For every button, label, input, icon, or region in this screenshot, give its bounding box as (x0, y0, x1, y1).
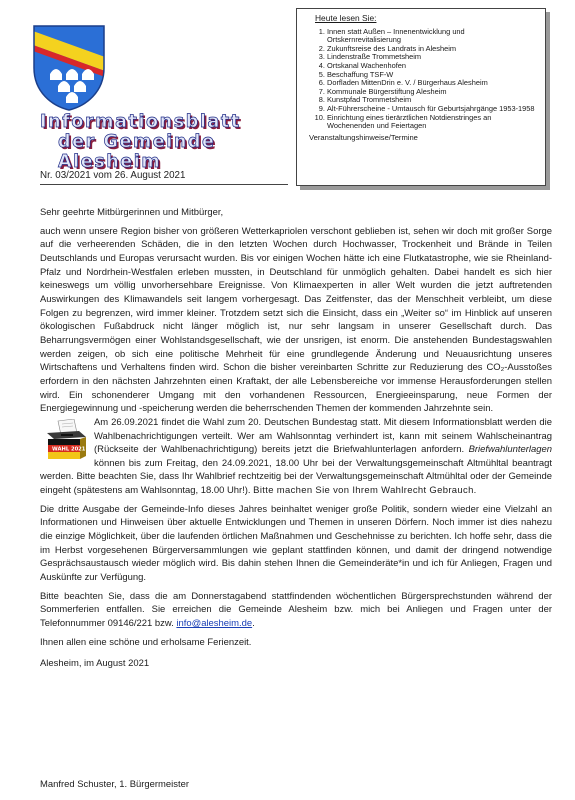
toc-item: 1. Innen statt Außen – Innenentwicklung und Ortskernrevitalisierung (327, 28, 537, 45)
closing-wish: Ihnen allen eine schöne und erholsame Ferienzeit. (40, 636, 252, 648)
masthead-title-line2: der Gemeinde Alesheim (58, 132, 216, 172)
paragraph-climate: auch wenn unsere Region bisher von größeren Wetterkapriolen verschont geblieben ist, sehen wir doch mit großer Sorge auf die verheerenden Schäden, die in den letzten Wochen durch Hochwasser, Trockenheit und Brände in Teilen Deutschlands und Europas verursacht wurden. Bis vor einigen Wochen hätte ich eine Flutkatastrophe, wie sie Rheinland-Pfalz und Nordrhein-Westfalen erleben mussten, in Deutschland für unmöglich gehalten. Dabei handelt es sich hier keineswegs um völlig unvorhersehbare Ereignisse. Von Klimaexperten in aller Welt wurden die jetzt auftretenden Auswirkungen des Klimawandels seit langem vorhergesagt. Das Zeitfenster, das der Menschheit verbleibt, um diese Folgen zu begrenzen, wird immer kleiner. Trotzdem setzt sich die Einsicht, dass ein „Weiter so“ im Hinblick auf unseren ökologischen Fußabdruck nicht länger möglich ist, nur sehr langsam in unserer Gesellschaft durch. Das Beharrungsvermögen einer Wohlstandsgesellschaft, wie der unsrigen, ist enorm. Die anstehenden Bundestagswahlen werden zeigen, ob sich eine politische Mehrheit für eine grundlegende Änderung und Neuausrichtung unseres Wirtschaftens und Verhaltens finden wird. Schon die bisher vereinbarten Schritte zur Reduzierung des CO₂-Ausstoßes erfordern in den nächsten Jahrzehnten einen Kraftakt, der alle Lebensbereiche vor immense Herausforderungen stellen wird. Ein schonenderer Umgang mit den vorhandenen Ressourcen, Energieeinsparung, neue Formen der Energiegewinnung und -speicherung werden die beherrschenden Themen der kommenden Jahrzehnte sein. (40, 225, 552, 415)
toc-heading: Heute lesen Sie: (315, 13, 377, 23)
toc-item: 3. Lindenstraße Trommetsheim (327, 53, 537, 62)
ballot-box-icon (44, 419, 88, 461)
email-link[interactable]: info@alesheim.de (176, 618, 253, 630)
salutation: Sehr geehrte Mitbürgerinnen und Mitbürger, (40, 207, 224, 218)
issue-divider (40, 184, 288, 185)
toc-item: 7. Kommunale Bürgerstiftung Alesheim (327, 88, 537, 97)
toc-item: 8. Kunstpfad Trommetsheim (327, 96, 537, 105)
toc-item: 10. Einrichtung eines tierärztlichen Notdienstringes an Wochenenden und Feiertagen (327, 114, 537, 131)
paragraph-office-hours (40, 590, 552, 631)
election-text-a: Am 26.09.2021 findet die Wahl zum 20. Deutschen Bundestag statt. Mit diesem Informationsblatt werden die Wahlbenachrichtigungen verteilt. Wer am Wahlsonntag verhindert ist, kann mit seinem Wahlscheinantrag (Rückseite der Wahlbenachrichtigung) bereits jetzt die Briefwahlunterlagen anfordern. (94, 416, 552, 456)
toc-item: 6. Dorfladen MittenDrin e. V. / Bürgerhaus Alesheim (327, 79, 537, 88)
paragraph-election (40, 416, 552, 498)
toc-footer: Veranstaltungshinweise/Termine (309, 132, 418, 142)
toc-item: 4. Ortskanal Wachenhofen (327, 62, 537, 71)
office-hours-text: Bitte beachten Sie, dass die am Donnerstagabend stattfindenden wöchentlichen Bürgersprechstunden während der Sommerferien entfallen. Sie erreichen die Gemeinde Alesheim bzw. mich bei Anliegen und Fragen unter der Telefonnummer 09146/221 bzw. (40, 590, 552, 630)
toc-item: 5. Beschaffung TSF-W (327, 71, 537, 80)
election-section (40, 416, 552, 498)
signature-line: Manfred Schuster, 1. Bürgermeister (40, 779, 189, 790)
place-date: Alesheim, im August 2021 (40, 658, 150, 670)
postal-vote-term: Briefwahlunterlagen (468, 444, 552, 456)
toc-list (309, 28, 537, 131)
masthead-title (40, 112, 290, 172)
paragraph-info-issue: Die dritte Ausgabe der Gemeinde-Info dieses Jahres beinhaltet weniger große Politik, sondern wieder eine Vielzahl an Informationen und Hinweisen über aktuelle Entwicklungen und Themen in unseren Dörfern. Noch immer ist dies nahezu die einzige Möglichkeit, über die laufenden örtlichen Maßnahmen und Geschehnisse zu berichten. Ich hoffe sehr, dass die im Herbst vorgesehenen Bürgerversammlungen wie geplant stattfinden können, und damit der dringend notwendige Gesprächsaustausch wieder möglich wird. Bis dahin stehen Ihnen die Gemeinderäte*in und ich für Anliegen, Fragen und Auskünfte zur Verfügung. (40, 503, 552, 584)
masthead-title-line1: Informationsblatt (40, 112, 241, 132)
toc-item: 9. Alt-Führerscheine - Umtausch für Geburtsjahrgänge 1953-1958 (327, 105, 537, 114)
toc-item: 2. Zukunftsreise des Landrats in Alesheim (327, 45, 537, 54)
office-hours-end: . (252, 618, 255, 630)
ballot-label: WAHL 2021 (52, 446, 86, 453)
toc-box (296, 8, 546, 186)
issue-line: Nr. 03/2021 vom 26. August 2021 (40, 170, 186, 181)
election-text-b: können bis zum Freitag, den 24.09.2021, 18.00 Uhr bei der Verwaltungsgemeinschaft Altmühltal beantragt werden. Bitte beachten Sie, dass Ihr Wahlbrief rechtzeitig bei der Verwaltungsgemeinschaft Altmühltal oder der Gemeinde eingeht (spätestens am Wahlsonntag, 18.00 Uhr!). (40, 457, 552, 497)
coat-of-arms (30, 22, 108, 112)
vote-appeal: Bitte machen Sie von Ihrem Wahlrecht Gebrauch. (253, 485, 477, 497)
letter-body (40, 206, 552, 671)
